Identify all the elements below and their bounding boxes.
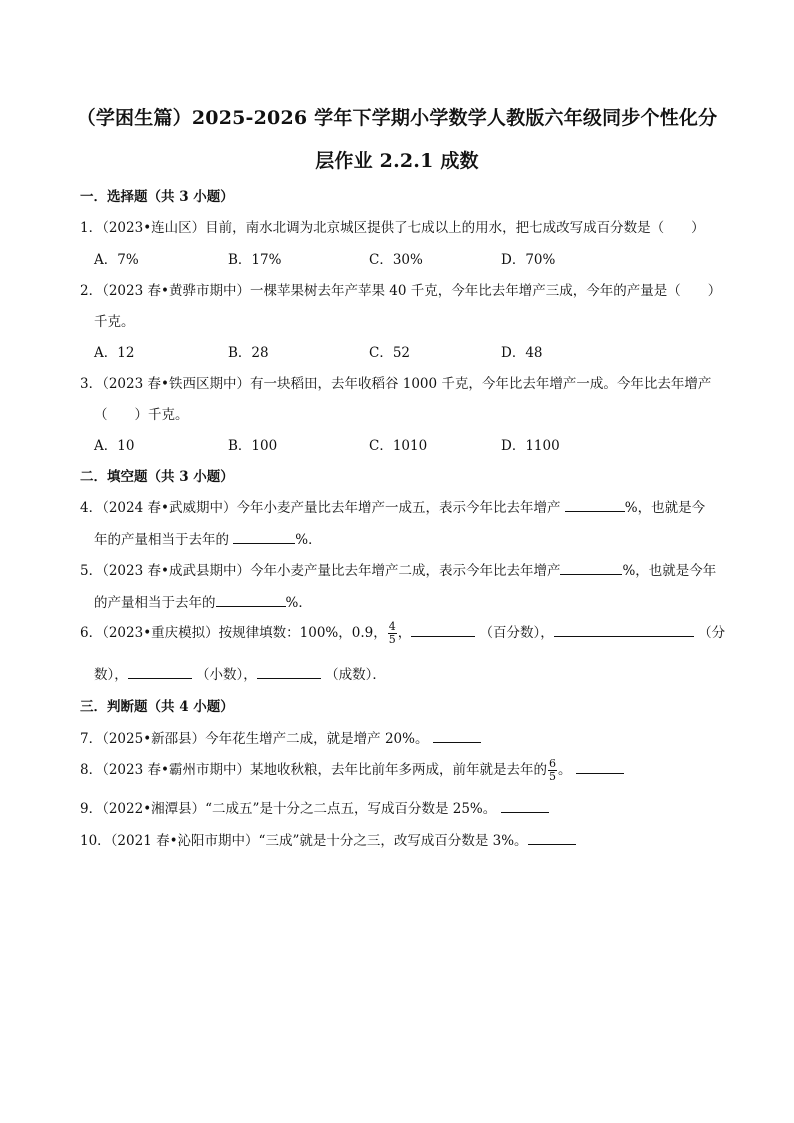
q6-text-g: （成数）． bbox=[325, 667, 386, 683]
question-6-line1 bbox=[80, 621, 725, 646]
question-4-line1 bbox=[80, 496, 705, 516]
q2-option-b: B．28 bbox=[228, 345, 269, 361]
q5-text-b: %，也就是今年 bbox=[622, 563, 717, 579]
question-2-text: 2．（2023 春•黄骅市期中）一棵苹果树去年产苹果 40 千克，今年比去年增产三成，今年的产量是（ ） bbox=[80, 283, 722, 299]
q6-blank-4[interactable] bbox=[257, 666, 321, 679]
question-6-line2 bbox=[94, 663, 386, 683]
page-title: （学困生篇）2025-2026 学年下学期小学数学人教版六年级同步个性化分 bbox=[76, 107, 718, 129]
q6-text-a: 6．（2023•重庆模拟）按规律填数：100%，0.9， bbox=[80, 625, 387, 641]
question-8-line bbox=[80, 758, 624, 783]
q1-option-d: D．70% bbox=[501, 252, 556, 268]
q4-blank-1[interactable] bbox=[565, 499, 625, 512]
q7-blank[interactable] bbox=[433, 730, 481, 743]
q5-blank-1[interactable] bbox=[560, 562, 622, 575]
q2-option-d: D．48 bbox=[501, 345, 543, 361]
q1-option-b: B．17% bbox=[228, 252, 282, 268]
q6-fraction-denominator: 5 bbox=[388, 633, 396, 646]
q6-text-c: （百分数）， bbox=[479, 625, 554, 641]
q1-option-c: C．30% bbox=[369, 252, 423, 268]
q6-blank-3[interactable] bbox=[128, 666, 192, 679]
q10-text: 10．（2021 春•沁阳市期中）“三成”就是十分之三，改写成百分数是 3%。 bbox=[80, 833, 528, 849]
q3-option-a: A．10 bbox=[94, 438, 135, 454]
q4-text-d: %． bbox=[295, 532, 322, 548]
q9-blank[interactable] bbox=[501, 800, 549, 813]
q6-blank-1[interactable] bbox=[411, 624, 475, 637]
page-title-line2: 层作业 2.2.1 成数 bbox=[315, 150, 479, 172]
q5-text-d: %． bbox=[285, 595, 312, 611]
q8-text-b: 。 bbox=[557, 762, 572, 778]
section-heading-choice: 一．选择题（共 3 小题） bbox=[80, 189, 234, 205]
question-3-text: 3．（2023 春•铁西区期中）有一块稻田，去年收稻谷 1000 千克，今年比去年增产一成。今年比去年增产 bbox=[80, 376, 712, 392]
q1-option-a: A．7% bbox=[94, 252, 139, 268]
question-1-text: 1．（2023•连山区）目前，南水北调为北京城区提供了七成以上的用水，把七成改写成百分数是（ ） bbox=[80, 220, 705, 236]
question-3-text-cont: （ ）千克。 bbox=[94, 407, 189, 423]
q9-text: 9．（2022•湘潭县）“二成五”是十分之二点五，写成百分数是 25%。 bbox=[80, 801, 497, 817]
question-9-line bbox=[80, 797, 549, 817]
question-2-text-cont: 千克。 bbox=[94, 314, 135, 330]
q5-text-a: 5．（2023 春•成武县期中）今年小麦产量比去年增产二成，表示今年比去年增产 bbox=[80, 563, 561, 579]
q3-option-d: D．1100 bbox=[501, 438, 560, 454]
q2-option-a: A．12 bbox=[94, 345, 135, 361]
q5-text-c: 的产量相当于去年的 bbox=[94, 595, 216, 611]
q6-text-b: ， bbox=[397, 625, 412, 641]
q8-fraction-numerator: 6 bbox=[548, 757, 556, 770]
section-heading-judge: 三．判断题（共 4 小题） bbox=[80, 699, 234, 715]
question-5-line1 bbox=[80, 559, 716, 579]
q6-blank-2[interactable] bbox=[554, 624, 694, 637]
q3-option-c: C．1010 bbox=[369, 438, 428, 454]
q2-option-c: C．52 bbox=[369, 345, 411, 361]
question-7-line bbox=[80, 727, 481, 747]
q10-blank[interactable] bbox=[528, 832, 576, 845]
q8-fraction bbox=[548, 758, 557, 783]
q6-text-e: 数）， bbox=[94, 667, 128, 683]
question-10-line bbox=[80, 829, 576, 849]
q6-fraction-numerator: 4 bbox=[388, 620, 396, 633]
q4-text-b: %，也就是今 bbox=[624, 500, 706, 516]
q4-blank-2[interactable] bbox=[233, 531, 295, 544]
section-heading-fill: 二．填空题（共 3 小题） bbox=[80, 469, 234, 485]
question-5-line2 bbox=[94, 591, 312, 611]
q6-text-f: （小数）， bbox=[196, 667, 257, 683]
q4-text-a: 4．（2024 春•武威期中）今年小麦产量比去年增产一成五，表示今年比去年增产 bbox=[80, 500, 565, 516]
question-4-line2 bbox=[94, 528, 322, 548]
q8-fraction-denominator: 5 bbox=[548, 770, 556, 783]
q4-text-c: 年的产量相当于去年的 bbox=[94, 532, 234, 548]
q6-fraction bbox=[388, 621, 397, 646]
q7-text: 7．（2025•新邵县）今年花生增产二成，就是增产 20%。 bbox=[80, 731, 429, 747]
q6-text-d: （分 bbox=[698, 625, 726, 641]
q5-blank-2[interactable] bbox=[216, 594, 286, 607]
q8-blank[interactable] bbox=[576, 761, 624, 774]
q3-option-b: B．100 bbox=[228, 438, 278, 454]
q8-text-a: 8．（2023 春•霸州市期中）某地收秋粮，去年比前年多两成，前年就是去年的 bbox=[80, 762, 547, 778]
